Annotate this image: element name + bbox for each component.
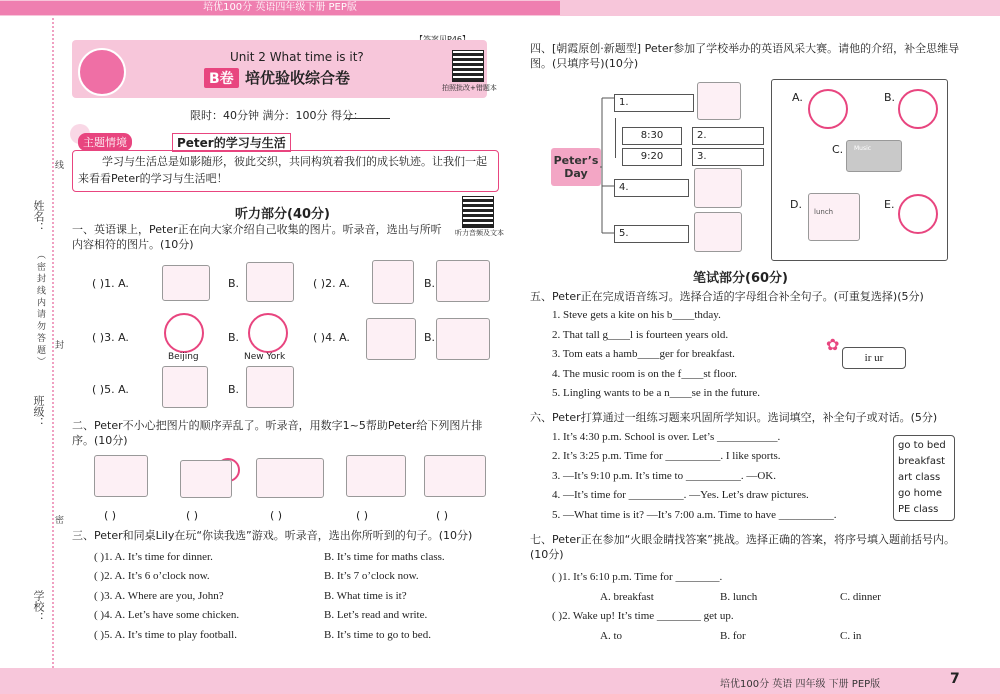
picture <box>366 318 416 360</box>
option-e-label: E. <box>884 198 895 211</box>
picture <box>246 366 294 408</box>
listening-title: 听力部分(40分) <box>235 207 330 222</box>
q2-answer-5[interactable]: ( ) <box>436 509 449 522</box>
q3-row-3b: B. What time is it? <box>324 590 407 602</box>
q3-row-2a: ( )2. A. It’s 6 o’clock now. <box>94 570 210 582</box>
q5-item-4: 4. The music room is on the f____st floor. <box>552 368 737 380</box>
q7-q2-option-a: A. to <box>600 630 622 642</box>
q1-item-1a: ( )1. A. <box>92 277 129 290</box>
written-title: 笔试部分(60分) <box>693 271 788 286</box>
q1-item-2a: ( )2. A. <box>313 277 350 290</box>
q7-q1-option-b: B. lunch <box>720 591 758 603</box>
q5-item-3: 3. Tom eats a hamb____ger for breakfast. <box>552 348 735 360</box>
theme-tag: 主题情境 <box>78 133 132 151</box>
sign-text: lunch <box>814 208 834 216</box>
footer-text: 培优100分 英语 四年级 下册 PEP版 <box>720 679 881 690</box>
q7-question-1: ( )1. It’s 6:10 p.m. Time for ________. <box>552 571 723 583</box>
q4-instruction: 四、[朝霞原创·新题型] Peter参加了学校举办的英语风采大赛。请他的介绍，补全思维导图。(只填序号)(10分) <box>530 42 960 70</box>
time-limit: 限时：40分钟 满分：100分 得分： <box>190 109 364 122</box>
mindmap-blank-3[interactable]: 3. <box>692 148 764 166</box>
option-a-label: A. <box>792 91 803 104</box>
butterfly-icon: ✿ <box>826 335 840 354</box>
picture <box>808 193 860 241</box>
class-label: 班级： <box>32 395 45 428</box>
mindmap-time-1: 8:30 <box>622 127 682 145</box>
q7-question-2: ( )2. Wake up! It’s time ________ get up. <box>552 610 734 622</box>
q3-row-3a: ( )3. A. Where are you, John? <box>94 590 224 602</box>
q5-item-2: 2. That tall g____l is fourteen years old. <box>552 329 729 341</box>
q1-item-5a: ( )5. A. <box>92 383 129 396</box>
page-number: 7 <box>950 671 960 687</box>
q2-instruction: 二、Peter不小心把图片的顺序弄乱了。听录音，用数字1~5帮助Peter给下列图片排序。(10分) <box>72 419 483 447</box>
word-bank-item: PE class <box>898 504 939 515</box>
q5-item-5: 5. Lingling wants to be a n____se in the future. <box>552 387 761 399</box>
picture <box>162 265 210 301</box>
mindmap-blank-2[interactable]: 2. <box>692 127 764 145</box>
q6-item-4: 4. —It’s time for __________. —Yes. Let’s draw pictures. <box>552 489 809 501</box>
picture <box>246 262 294 302</box>
q1-item-4a: ( )4. A. <box>313 331 350 344</box>
q6-item-5: 5. —What time is it? —It’s 7:00 a.m. Time to have __________. <box>552 509 837 521</box>
mindmap-blank-4[interactable]: 4. <box>614 179 689 197</box>
q7-q1-option-c: C. dinner <box>840 591 881 603</box>
audio-qr-icon <box>462 196 494 228</box>
q3-row-1a: ( )1. A. It’s time for dinner. <box>94 551 213 563</box>
cut-mark: 线 <box>53 160 63 169</box>
mindmap-blank-1[interactable]: 1. <box>614 94 694 112</box>
q1-item-4b: B. <box>424 331 436 344</box>
phonics-options: ir ur <box>842 347 906 369</box>
mindmap-time-2: 9:20 <box>622 148 682 166</box>
word-bank <box>893 435 955 521</box>
theme-text: 学习与生活总是如影随形，彼此交织，共同构筑着我们的成长轨迹。让我们一起来看看Peter的学习与生活吧！ <box>78 155 487 185</box>
option-c-label: C. <box>832 143 844 156</box>
q3-row-4b: B. Let’s read and write. <box>324 609 428 621</box>
mindmap-blank-5[interactable]: 5. <box>614 225 689 243</box>
q1-item-1b: B. <box>228 277 240 290</box>
paper-tag: B卷 <box>204 68 239 88</box>
name-label: 姓名： <box>32 200 45 233</box>
q6-instruction: 六、Peter打算通过一组练习题来巩固所学知识。选词填空，补全句子或对话。(5分) <box>530 411 938 424</box>
picture <box>162 366 208 408</box>
clock-icon <box>898 89 938 129</box>
picture <box>694 212 742 252</box>
q1-item-2b: B. <box>424 277 436 290</box>
picture <box>697 82 741 120</box>
q1-item-3b: B. <box>228 331 240 344</box>
q6-item-3: 3. —It’s 9:10 p.m. It’s time to __________. —OK. <box>552 470 776 482</box>
q2-answer-2[interactable]: ( ) <box>186 509 199 522</box>
seal-note: （ 密 封 线 内 请 勿 答 题 ） <box>35 250 45 366</box>
clock-icon <box>248 313 288 353</box>
word-bank-item: go to bed <box>898 440 946 451</box>
picture <box>694 168 742 208</box>
q5-item-1: 1. Steve gets a kite on his b____thday. <box>552 309 721 321</box>
q6-item-2: 2. It’s 3:25 p.m. Time for __________. I like sports. <box>552 450 781 462</box>
board-text: Music <box>854 145 872 152</box>
q3-row-1b: B. It’s time for maths class. <box>324 551 445 563</box>
qr-code-icon <box>452 50 484 82</box>
theme-title: Peter的学习与生活 <box>172 133 291 152</box>
word-bank-item: art class <box>898 472 941 483</box>
picture <box>180 460 232 498</box>
q3-row-2b: B. It’s 7 o’clock now. <box>324 570 419 582</box>
secret-mark: 密 <box>53 515 63 524</box>
clock-icon <box>808 89 848 129</box>
paper-title: 培优验收综合卷 <box>245 69 351 87</box>
unit-title: Unit 2 What time is it? <box>230 50 364 64</box>
option-d-label: D. <box>790 198 802 211</box>
q2-answer-4[interactable]: ( ) <box>356 509 369 522</box>
picture <box>94 455 148 497</box>
q1-item-5b: B. <box>228 383 240 396</box>
picture <box>424 455 486 497</box>
q7-instruction: 七、Peter正在参加“火眼金睛找答案”挑战。选择正确的答案，将序号填入题前括号内。(10分) <box>530 533 956 561</box>
picture <box>436 260 490 302</box>
word-bank-item: breakfast <box>898 456 946 467</box>
top-banner: 培优100分 英语四年级下册 PEP版 <box>0 1 560 15</box>
picture <box>256 458 324 498</box>
q7-q2-option-c: C. in <box>840 630 862 642</box>
audio-caption: 听力音频及文本 <box>455 229 504 237</box>
q2-answer-3[interactable]: ( ) <box>270 509 283 522</box>
picture <box>346 455 406 497</box>
q7-q2-option-b: B. for <box>720 630 746 642</box>
q3-instruction: 三、Peter和同桌Lily在玩“你读我选”游戏。听录音，选出你所听到的句子。(10分) <box>72 529 473 542</box>
q3-row-5a: ( )5. A. It’s time to play football. <box>94 629 237 641</box>
seal-mark: 封 <box>53 340 63 349</box>
school-label: 学校： <box>32 590 45 623</box>
q7-q1-option-a: A. breakfast <box>600 591 654 603</box>
brand-logo <box>78 48 126 96</box>
clock-icon <box>898 194 938 234</box>
q6-item-1: 1. It’s 4:30 p.m. School is over. Let’s ___________. <box>552 431 781 443</box>
qr-caption: 拍照批改+错题本 <box>442 84 497 92</box>
q2-answer-1[interactable]: ( ) <box>104 509 117 522</box>
picture <box>372 260 414 304</box>
q5-instruction: 五、Peter正在完成语音练习。选择合适的字母组合补全句子。(可重复选择)(5分) <box>530 290 924 303</box>
clock-icon <box>164 313 204 353</box>
score-blank[interactable] <box>345 118 390 119</box>
mindmap-center: Peter’s Day <box>551 148 601 186</box>
picture <box>436 318 490 360</box>
clock-label-newyork: New York <box>244 352 286 362</box>
q1-item-3a: ( )3. A. <box>92 331 129 344</box>
option-b-label: B. <box>884 91 896 104</box>
q1-instruction: 一、英语课上，Peter正在向大家介绍自己收集的图片。听录音，选出与所听内容相符的图片。(10分) <box>72 223 442 251</box>
q3-row-4a: ( )4. A. Let’s have some chicken. <box>94 609 240 621</box>
q3-row-5b: B. It’s time to go to bed. <box>324 629 431 641</box>
word-bank-item: go home <box>898 488 942 499</box>
mindmap-connector <box>600 90 620 240</box>
clock-label-beijing: Beijing <box>168 352 199 362</box>
